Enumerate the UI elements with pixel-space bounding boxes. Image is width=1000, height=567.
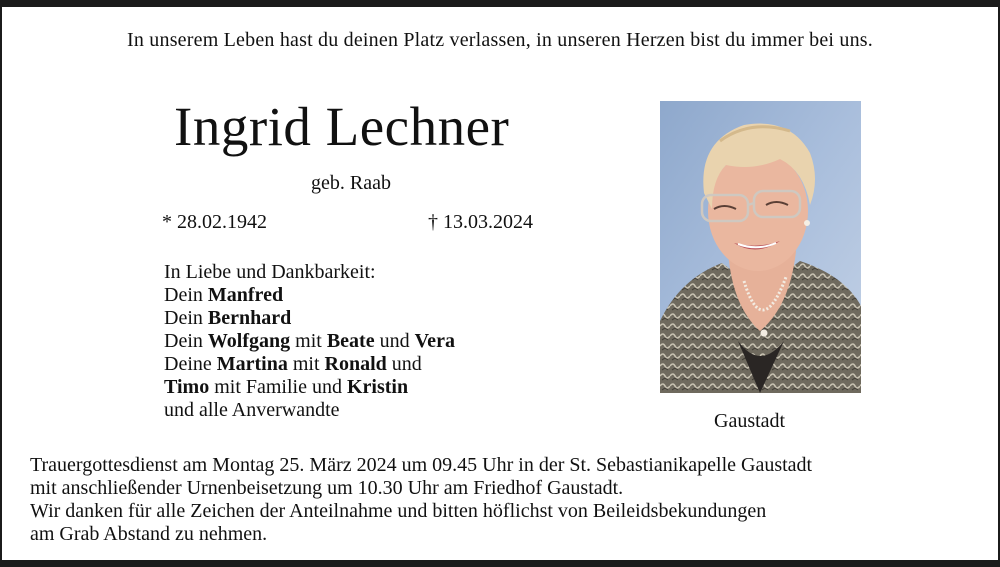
mourner-line	[164, 284, 455, 307]
mourner-prefix: Dein	[164, 284, 208, 306]
place-name: Gaustadt	[714, 410, 786, 432]
mourner-connector: mit	[287, 353, 325, 375]
portrait-photo	[660, 101, 861, 393]
deceased-name: Ingrid Lechner	[174, 96, 510, 157]
mourner-name: Vera	[414, 330, 455, 352]
mourner-connector: mit Familie und	[209, 376, 347, 398]
mourner-connector: und	[386, 353, 422, 375]
mourner-name: Bernhard	[207, 307, 292, 329]
service-line: am Grab Abstand zu nehmen.	[30, 523, 268, 545]
mourner-name: Martina	[216, 353, 288, 375]
mourner-line	[164, 307, 455, 330]
death-date: † 13.03.2024	[428, 211, 533, 233]
mourner-line	[164, 330, 455, 353]
mourner-name: Beate	[326, 330, 375, 352]
mourner-connector: mit	[290, 330, 327, 352]
service-line: Wir danken für alle Zeichen der Anteilnahme und bitten höflichst von Beileidsbekundungen	[30, 500, 767, 522]
motto-text: In unserem Leben hast du deinen Platz verlassen, in unseren Herzen bist du immer bei uns.	[127, 29, 873, 51]
mourner-name: Manfred	[207, 284, 284, 306]
mourner-name: Ronald	[324, 353, 387, 375]
mourner-prefix: Dein	[164, 330, 208, 352]
mourner-name: Wolfgang	[207, 330, 291, 352]
birth-date: * 28.02.1942	[162, 211, 267, 233]
mourner-connector: und	[374, 330, 415, 352]
mourner-line	[164, 376, 455, 399]
mourner-prefix: Deine	[164, 353, 217, 375]
service-line: mit anschließender Urnenbeisetzung um 10.30 Uhr am Friedhof Gaustadt.	[30, 477, 624, 499]
mourner-name: Kristin	[346, 376, 409, 398]
mourners-intro: In Liebe und Dankbarkeit:	[164, 261, 376, 283]
service-line: Trauergottesdienst am Montag 25. März 2024 um 09.45 Uhr in der St. Sebastianikapelle Gaustadt	[30, 454, 813, 476]
mourner-line	[164, 353, 455, 376]
mourner-name: Timo	[164, 376, 210, 398]
mourner-prefix: Dein	[164, 307, 208, 329]
mourner-line: und alle Anverwandte	[164, 399, 340, 421]
birth-name: geb. Raab	[311, 172, 391, 194]
service-info	[30, 454, 812, 546]
mourners-block	[164, 261, 455, 422]
